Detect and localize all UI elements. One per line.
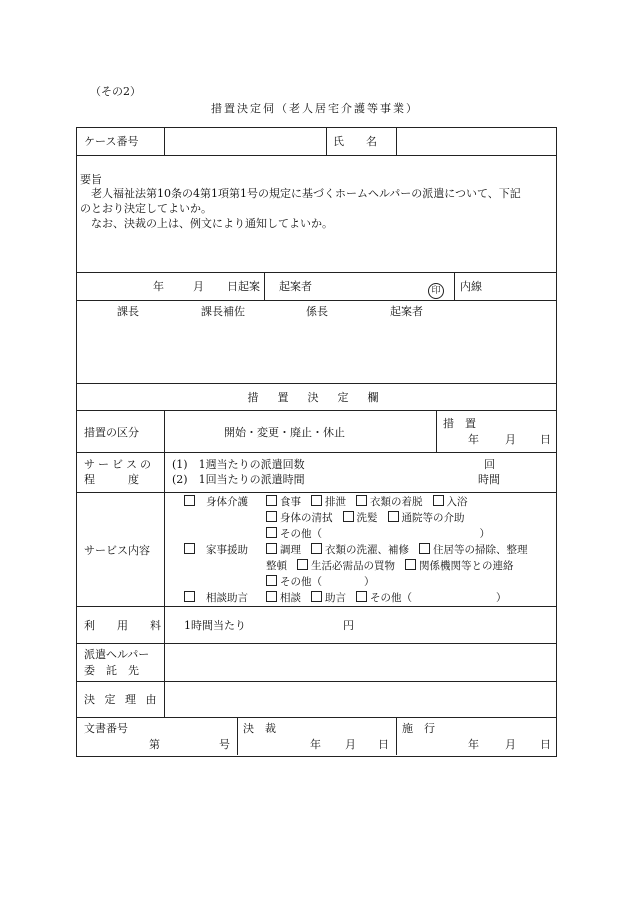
checkbox[interactable]: 衣類の洗濯、補修 [311, 544, 409, 556]
document-number-dai: 第 [149, 738, 160, 751]
agency-field[interactable] [166, 645, 553, 679]
seal-mark: 印 [428, 278, 444, 299]
service-level-label-1: サービスの [84, 458, 154, 471]
body-care-option[interactable]: 身体介護 [184, 495, 248, 509]
agency-label-2: 委 託 先 [84, 664, 139, 677]
approval-month: 月 [345, 738, 356, 751]
consult-row [266, 591, 507, 605]
extension-label: 内線 [460, 280, 482, 293]
body-care-other[interactable]: その他（ ） [266, 527, 490, 541]
execution-day: 日 [540, 738, 551, 751]
checkbox[interactable]: 通院等の介助 [388, 512, 465, 524]
decision-header: 措 置 決 定 欄 [247, 391, 383, 404]
visits-unit: 回 [484, 458, 495, 471]
drafter-label: 起案者 [279, 280, 312, 293]
body-care-row-1 [266, 495, 468, 509]
service-level-label-2: 程 度 [84, 473, 139, 486]
checkbox[interactable]: 身体の清拭 [266, 512, 333, 524]
hours-unit: 時間 [478, 473, 500, 486]
consult-option[interactable]: 相談助言 [184, 591, 248, 605]
approval-drafter-label: 起案者 [390, 305, 423, 318]
checkbox[interactable]: 生活必需品の買物 [297, 560, 395, 572]
name-field[interactable] [398, 129, 553, 153]
name-label: 氏 名 [333, 135, 377, 148]
housework-row-1 [266, 543, 528, 557]
form-variant: （その2） [90, 85, 141, 98]
housework-row-2: 整頓 生活必需品の買物 関係機関等との連絡 [266, 560, 514, 572]
summary-heading: 要旨 [80, 173, 102, 186]
body-care-row-2 [266, 511, 465, 525]
category-label: 措置の区分 [84, 426, 139, 439]
summary-line-3: なお、決裁の上は、例文により通知してよいか。 [80, 217, 333, 230]
approval-label: 決 裁 [243, 722, 276, 735]
housework-other[interactable]: その他（ ） [266, 575, 375, 589]
case-number-label: ケース番号 [84, 135, 139, 148]
category-options[interactable]: 開始・変更・廃止・休止 [224, 426, 345, 439]
execution-year: 年 [468, 738, 479, 751]
execution-label: 施 行 [402, 722, 435, 735]
summary-line-1: 老人福祉法第10条の4第1項第1号の規定に基づくホームヘルパーの派遣について、下記 [80, 187, 521, 200]
housework-option[interactable]: 家事援助 [184, 543, 248, 557]
fee-yen: 円 [343, 619, 354, 632]
document-number-label: 文書番号 [84, 722, 128, 735]
reason-field[interactable] [166, 683, 553, 715]
form-title: 措置決定伺（老人居宅介護等事業） [211, 102, 419, 115]
execution-month: 月 [505, 738, 516, 751]
checkbox[interactable]: 住居等の掃除、整理 [419, 544, 528, 556]
fee-label: 利 用 料 [84, 619, 161, 632]
checkbox[interactable]: 入浴 [433, 496, 468, 508]
checkbox[interactable]: 洗髪 [343, 512, 378, 524]
checkbox[interactable]: 食事 [266, 496, 301, 508]
visits-per-week: (1) 1週当たりの派遣回数 [172, 458, 305, 471]
approval-year: 年 [310, 738, 321, 751]
measure-day: 日 [540, 433, 551, 446]
service-content-label: サービス内容 [84, 544, 150, 557]
document-number-go: 号 [219, 738, 230, 751]
measure-label: 措 置 [443, 417, 476, 430]
reason-label: 決 定 理 由 [84, 693, 160, 706]
draft-year: 年 [153, 280, 164, 293]
checkbox[interactable]: 相談 [266, 592, 301, 604]
checkbox[interactable]: 排泄 [311, 496, 346, 508]
checkbox[interactable]: その他（ ） [356, 592, 507, 604]
draft-month: 月 [193, 280, 204, 293]
measure-year: 年 [468, 433, 479, 446]
checkbox[interactable]: 関係機関等との連絡 [405, 560, 514, 572]
checkbox[interactable]: 助言 [311, 592, 346, 604]
summary-line-2: のとおり決定してよいか。 [80, 202, 212, 215]
unit-chief-label: 係長 [306, 305, 328, 318]
measure-month: 月 [505, 433, 516, 446]
checkbox[interactable]: 衣類の着脱 [356, 496, 423, 508]
fee-per-hour: 1時間当たり [184, 619, 246, 632]
hours-per-visit: (2) 1回当たりの派遣時間 [172, 473, 305, 486]
assistant-chief-label: 課長補佐 [201, 305, 245, 318]
section-chief-label: 課長 [117, 305, 139, 318]
draft-day: 日起案 [227, 280, 260, 293]
case-number-field[interactable] [166, 129, 324, 153]
agency-label-1: 派遣ヘルパー [84, 648, 150, 661]
checkbox[interactable]: 調理 [266, 544, 301, 556]
approval-day: 日 [378, 738, 389, 751]
